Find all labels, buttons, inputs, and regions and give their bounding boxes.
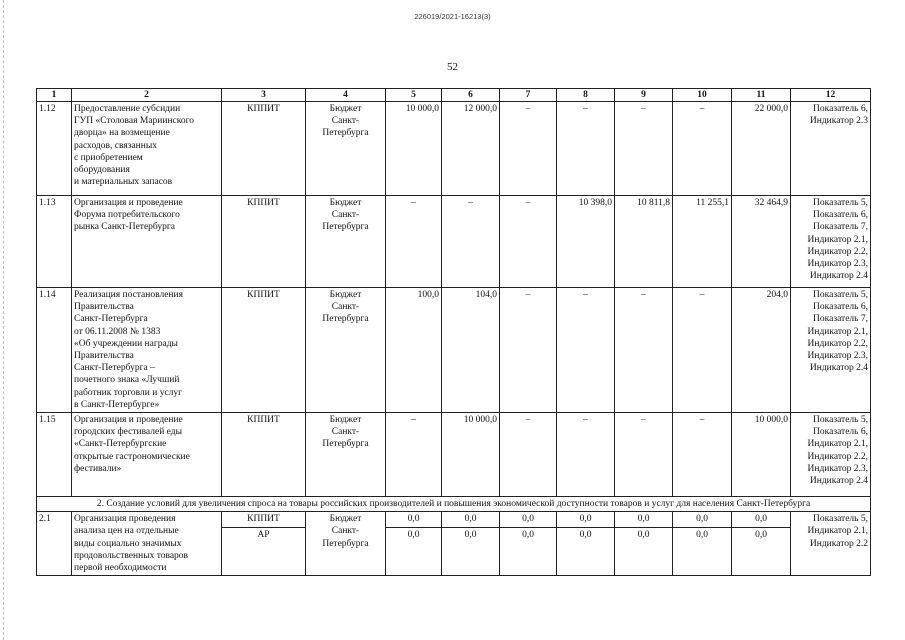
- col-header: 2: [72, 89, 222, 102]
- measure-name-line: Санкт-Петербурга: [74, 314, 148, 325]
- funding-source: [306, 196, 386, 288]
- funding-source-line: Санкт-: [331, 427, 360, 438]
- measure-name-line: с приобретением: [74, 152, 143, 163]
- measure-name-line: Санкт-Петербурга –: [74, 363, 155, 374]
- measure-name-line: от 06.11.2008 № 1383: [74, 326, 161, 337]
- amount-v7: –: [500, 102, 557, 196]
- funding-source-line: Бюджет: [329, 415, 362, 426]
- executor: КППИТ: [222, 196, 306, 288]
- indicator-line: Показатель 7,: [813, 222, 868, 233]
- funding-source-line: Санкт-: [331, 526, 360, 537]
- indicator-line: Индикатор 2.2: [809, 538, 868, 549]
- funding-source-line: Петербурга: [322, 538, 369, 549]
- measure-name-line: открытые гастрономические: [74, 451, 190, 462]
- amount-v11: 0,0: [732, 527, 791, 576]
- amount-v10: 11 255,1: [673, 196, 732, 288]
- amount-v5: 0,0: [386, 527, 442, 576]
- indicator-line: Индикатор 2.3,: [807, 351, 868, 362]
- amount-v7: –: [500, 288, 557, 413]
- measure-name: [72, 102, 222, 196]
- indicator-line: Индикатор 2.1,: [807, 526, 868, 537]
- amount-v7: –: [500, 196, 557, 288]
- table-row: [37, 512, 871, 527]
- measure-name: [72, 512, 222, 576]
- row-number: 1.15: [37, 413, 72, 497]
- amount-v9: –: [615, 413, 673, 497]
- page-edge-rule: [3, 0, 4, 640]
- amount-v6: –: [442, 196, 500, 288]
- col-header: 9: [615, 89, 673, 102]
- col-header: 8: [557, 89, 615, 102]
- indicator-line: Показатель 7,: [813, 314, 868, 325]
- funding-source-line: Санкт-: [331, 302, 360, 313]
- indicator-line: Показатель 6,: [813, 427, 868, 438]
- indicator-line: Индикатор 2.3: [809, 116, 868, 127]
- measure-name-line: виды социально значимых: [74, 538, 182, 549]
- amount-v8: –: [557, 413, 615, 497]
- funding-source-line: Бюджет: [329, 104, 362, 114]
- col-header: 6: [442, 89, 500, 102]
- amount-v6: 104,0: [442, 288, 500, 413]
- funding-source-line: Петербурга: [322, 128, 369, 139]
- amount-v5: 10 000,0: [386, 102, 442, 196]
- amount-v9: 0,0: [615, 512, 673, 527]
- measure-name-line: Организация проведения: [74, 514, 176, 525]
- measure-name-line: Организация и проведение: [74, 198, 183, 208]
- amount-v8: –: [557, 102, 615, 196]
- amount-v7: 0,0: [500, 527, 557, 576]
- col-header: 12: [791, 89, 871, 102]
- document-number: 226019/2021-16213(3): [414, 12, 491, 21]
- col-header: 11: [732, 89, 791, 102]
- measure-name-line: Реализация постановления: [74, 290, 183, 300]
- amount-v6: 0,0: [442, 527, 500, 576]
- funding-source-line: Петербурга: [322, 222, 369, 233]
- indicators: [791, 413, 871, 497]
- executor: КППИТ: [222, 413, 306, 497]
- executor: КППИТ: [222, 512, 306, 527]
- col-header: 3: [222, 89, 306, 102]
- table-row: [37, 102, 871, 196]
- measure-name-line: рынка Санкт-Петербурга: [74, 222, 176, 233]
- header-row: [37, 89, 871, 102]
- amount-total: 32 464,9: [732, 196, 791, 288]
- indicators: [791, 288, 871, 413]
- indicator-line: Индикатор 2.1,: [807, 439, 868, 450]
- amount-v7: 0,0: [500, 512, 557, 527]
- measure-name: [72, 288, 222, 413]
- indicator-line: Показатель 6,: [813, 210, 868, 221]
- measure-name-line: фестивали»: [74, 463, 122, 474]
- amount-v6: 10 000,0: [442, 413, 500, 497]
- executor: КППИТ: [222, 288, 306, 413]
- funding-source-line: Бюджет: [329, 198, 362, 208]
- measure-name-line: «Об учреждении награды: [74, 338, 178, 349]
- indicator-line: Индикатор 2.2,: [807, 246, 868, 257]
- measure-name-line: в Санкт-Петербурге»: [74, 399, 160, 410]
- col-header: 5: [386, 89, 442, 102]
- measure-name-line: анализа цен на отдельные: [74, 526, 179, 537]
- amount-total: 10 000,0: [732, 413, 791, 497]
- executor: КППИТ: [222, 102, 306, 196]
- funding-source-line: Бюджет: [329, 290, 362, 300]
- indicator-line: Индикатор 2.4: [809, 271, 868, 282]
- indicator-line: Индикатор 2.4: [809, 363, 868, 374]
- measure-name: [72, 196, 222, 288]
- section-title: 2. Создание условий для увеличения спроса на товары российских производителей и повышения экономической доступности товаров и услуг для населения Санкт-Петербурга: [37, 497, 871, 512]
- program-table: [36, 88, 871, 576]
- funding-source-line: Бюджет: [329, 514, 362, 525]
- amount-total: 204,0: [732, 288, 791, 413]
- funding-source: [306, 288, 386, 413]
- funding-source: [306, 512, 386, 576]
- measure-name-line: оборудования: [74, 165, 130, 176]
- amount-v10: 0,0: [673, 512, 732, 527]
- funding-source-line: Санкт-: [331, 210, 360, 221]
- indicator-line: Индикатор 2.1,: [807, 234, 868, 245]
- measure-name-line: первой необходимости: [74, 563, 167, 574]
- measure-name-line: продовольственных товаров: [74, 550, 189, 561]
- indicator-line: Индикатор 2.3,: [807, 463, 868, 474]
- row-number: 2.1: [37, 512, 72, 576]
- indicators: [791, 512, 871, 576]
- indicator-line: Индикатор 2.2,: [807, 451, 868, 462]
- table-row: [37, 288, 871, 413]
- measure-name-line: «Санкт-Петербургские: [74, 439, 167, 450]
- amount-v7: –: [500, 413, 557, 497]
- measure-name-line: дворца» на возмещение: [74, 128, 170, 139]
- measure-name-line: Организация и проведение: [74, 415, 183, 426]
- funding-source-line: Петербурга: [322, 439, 369, 450]
- measure-name-line: Правительства: [74, 302, 134, 313]
- measure-name-line: почетного знака «Лучший: [74, 375, 180, 386]
- col-header: 1: [37, 89, 72, 102]
- indicator-line: Показатель 6,: [813, 302, 868, 313]
- amount-v9: 10 811,8: [615, 196, 673, 288]
- row-number: 1.12: [37, 102, 72, 196]
- table-row: [37, 196, 871, 288]
- indicator-line: Индикатор 2.4: [809, 476, 868, 487]
- amount-total: 22 000,0: [732, 102, 791, 196]
- indicator-line: Показатель 5,: [813, 514, 868, 525]
- measure-name-line: и материальных запасов: [74, 177, 173, 188]
- indicator-line: Индикатор 2.1,: [807, 326, 868, 337]
- funding-source: [306, 413, 386, 497]
- amount-v5: –: [386, 196, 442, 288]
- amount-v5: –: [386, 413, 442, 497]
- amount-v8: –: [557, 288, 615, 413]
- page-number: 52: [447, 61, 458, 73]
- measure-name-line: Предоставление субсидии: [74, 104, 181, 114]
- amount-v11: 0,0: [732, 512, 791, 527]
- col-header: 7: [500, 89, 557, 102]
- amount-v8: 0,0: [557, 512, 615, 527]
- measure-name-line: расходов, связанных: [74, 140, 157, 151]
- amount-v10: –: [673, 102, 732, 196]
- measure-name-line: ГУП «Столовая Мариинского: [74, 116, 195, 127]
- amount-v5: 0,0: [386, 512, 442, 527]
- section-row: [37, 497, 871, 512]
- row-number: 1.13: [37, 196, 72, 288]
- amount-v8: 10 398,0: [557, 196, 615, 288]
- measure-name-line: работник торговли и услуг: [74, 387, 183, 398]
- amount-v6: 0,0: [442, 512, 500, 527]
- table-row: [37, 413, 871, 497]
- amount-v6: 12 000,0: [442, 102, 500, 196]
- indicator-line: Показатель 6,: [813, 104, 868, 114]
- indicator-line: Индикатор 2.2,: [807, 338, 868, 349]
- row-number: 1.14: [37, 288, 72, 413]
- amount-v5: 100,0: [386, 288, 442, 413]
- indicators: [791, 196, 871, 288]
- indicator-line: Показатель 5,: [813, 290, 868, 300]
- funding-source-line: Петербурга: [322, 314, 369, 325]
- indicator-line: Показатель 5,: [813, 198, 868, 208]
- executor: АР: [222, 527, 306, 576]
- amount-v9: 0,0: [615, 527, 673, 576]
- funding-source-line: Санкт-: [331, 116, 360, 127]
- amount-v9: –: [615, 102, 673, 196]
- indicators: [791, 102, 871, 196]
- amount-v8: 0,0: [557, 527, 615, 576]
- measure-name-line: Правительства: [74, 351, 134, 362]
- measure-name-line: Форума потребительского: [74, 210, 180, 221]
- amount-v10: –: [673, 288, 732, 413]
- col-header: 10: [673, 89, 732, 102]
- measure-name: [72, 413, 222, 497]
- col-header: 4: [306, 89, 386, 102]
- indicator-line: Индикатор 2.3,: [807, 259, 868, 270]
- amount-v10: –: [673, 413, 732, 497]
- amount-v10: 0,0: [673, 527, 732, 576]
- indicator-line: Показатель 5,: [813, 415, 868, 426]
- funding-source: [306, 102, 386, 196]
- measure-name-line: городских фестивалей еды: [74, 427, 182, 438]
- amount-v9: –: [615, 288, 673, 413]
